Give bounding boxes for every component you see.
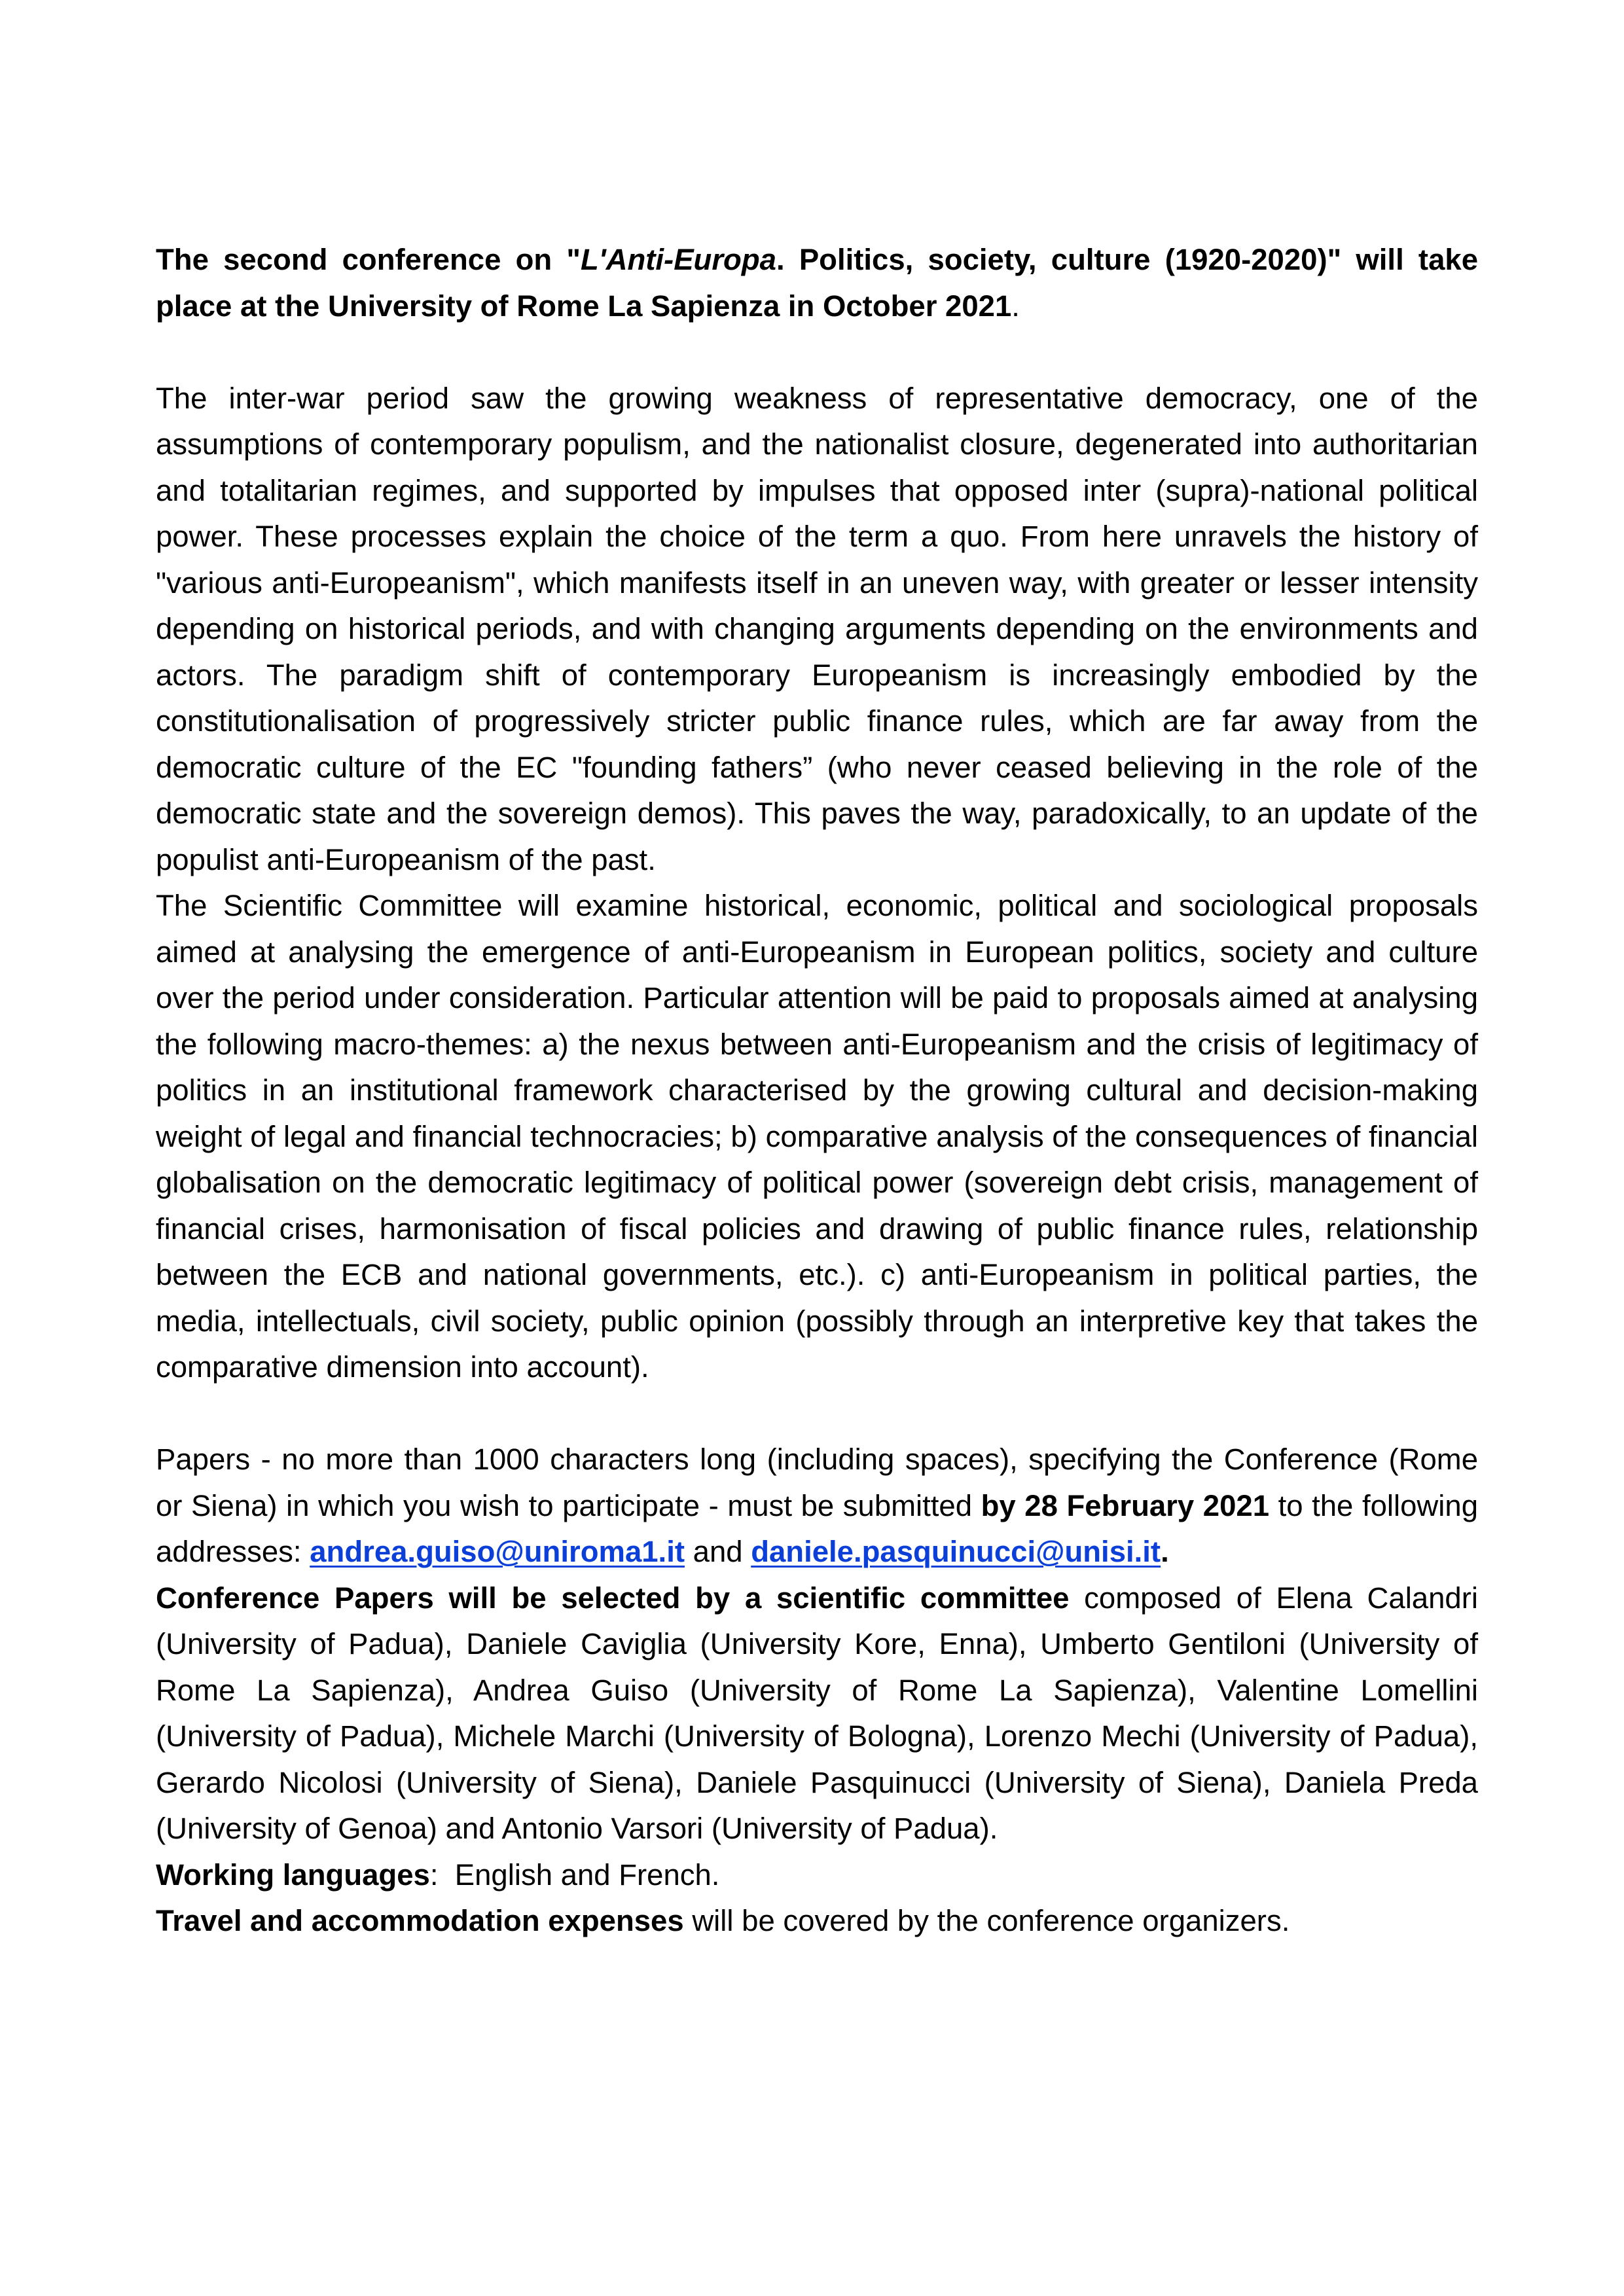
papers-part1: Papers - no more than 1000 characters long (including spaces), specifying the Conference (Rome or Siena) in which you wish to participate - must be submitted [156,1443,1478,1522]
papers-and: and [685,1535,751,1568]
paragraph-committee: The Scientific Committee will examine historical, economic, political and sociological proposals aimed at analysing the emergence of anti-Europeanism in European politics, society and culture over the period under consideration. Particular attention will be paid to proposals aimed at analysing the following macro-themes: a) the nexus between anti-Europeanism and the crisis of legitimacy of politics in an institutional framework characterised by the growing cultural and decision-making weight of legal and financial technocracies; b) comparative analysis of the consequences of financial globalisation on the democratic legitimacy of political power (sovereign debt crisis, management of financial crises, harmonisation of fiscal policies and drawing of public finance rules, relationship between the ECB and national governments, etc.). c) anti-Europeanism in political parties, the media, intellectuals, civil society, public opinion (possibly through an interpretive key that takes the comparative dimension into account). [156,889,1478,1384]
email-link-guiso[interactable]: andrea.guiso@uniroma1.it [310,1535,685,1568]
intro-end: . [1011,289,1020,323]
selection-rest: composed of Elena Calandri (University of Padua), Daniele Caviglia (University Kore, Enna), Umberto Gentiloni (University of Rome La Sapienza), Andrea Guiso (University of Rome La Sapienza), Valentine Lomellini (University of Padua), Michele Marchi (University of Bologna), Lorenzo Mechi (University of Padua), Gerardo Nicolosi (University of Siena), Daniele Pasquinucci (University of Siena), Daniela Preda (University of Genoa) and Antonio Varsori (University of Padua). [156,1581,1478,1845]
spacer [156,1391,1478,1437]
travel-text: will be covered by the conference organizers. [683,1904,1290,1937]
intro-part2: . Politics, society, culture (1920-2020)" will take place at the University of Rome La Sapienza in October 2021 [156,243,1478,323]
papers-end: . [1161,1535,1169,1568]
paragraph-interwar: The inter-war period saw the growing weakness of representative democracy, one of the assumptions of contemporary populism, and the nationalist closure, degenerated into authoritarian and totalitarian regimes, and supported by impulses that opposed inter (supra)-national political power. These processes explain the choice of the term a quo. From here unravels the history of "various anti-Europeanism", which manifests itself in an uneven way, with greater or lesser intensity depending on historical periods, and with changing arguments depending on the environments and actors. The paradigm shift of contemporary Europeanism is increasingly embodied by the constitutionalisation of progressively stricter public finance rules, which are far away from the democratic culture of the EC "founding fathers” (who never ceased believing in the role of the democratic state and the sovereign demos). This paves the way, paradoxically, to an update of the populist anti-Europeanism of the past. [156,381,1478,876]
spacer [156,329,1478,376]
languages-label: Working languages [156,1857,430,1892]
papers-part2: to the following addresses: [156,1488,1478,1568]
paragraph-languages [156,1852,1478,1899]
paragraph-papers [156,1437,1478,1575]
email-link-pasquinucci[interactable]: daniele.pasquinucci@unisi.it [751,1535,1161,1568]
paragraph-selection [156,1575,1478,1852]
paragraph-travel [156,1898,1478,1945]
intro-bold [156,243,1478,323]
document-page [156,237,1478,1945]
selection-bold: Conference Papers will be selected by a scientific committee [156,1581,1070,1615]
papers-deadline: by 28 February 2021 [981,1488,1269,1522]
travel-label: Travel and accommodation expenses [156,1904,684,1937]
languages-text: : English and French. [429,1857,720,1892]
intro-heading [156,237,1478,329]
intro-part1: The second conference on " [156,243,581,276]
intro-title-italic: L'Anti-Europa [581,243,776,276]
